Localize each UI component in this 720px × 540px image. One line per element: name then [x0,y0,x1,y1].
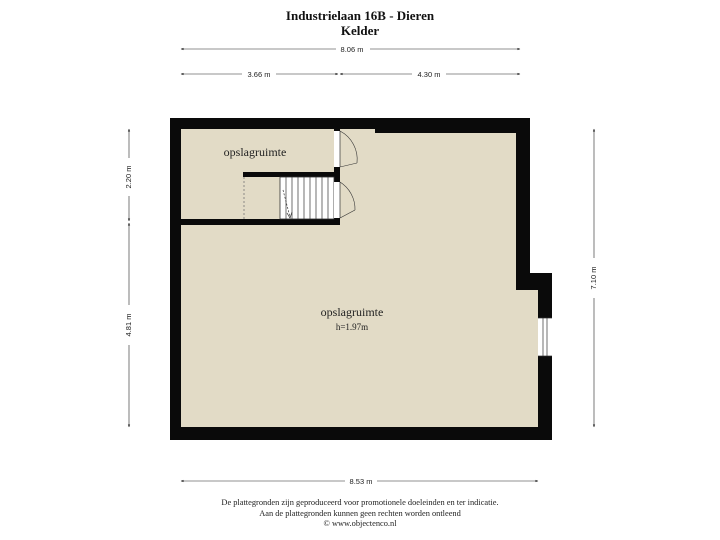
small-storage-label: opslagruimte [223,145,287,159]
dim-left-lower-label: 4.81 m [124,313,133,337]
dim-top-total-label: 8.06 m [340,45,364,54]
disclaimer [0,498,720,530]
floor-area [181,129,538,427]
plan-title: Industrielaan 16B - Dieren [285,8,435,23]
window-right [538,318,552,356]
dimension-left-upper [124,129,133,221]
dimension-right-total [589,129,598,427]
staircase [280,177,334,219]
dim-top-left-label: 3.66 m [247,70,271,79]
dim-top-right-label: 4.30 m [417,70,441,79]
main-storage-height: h=1.97m [335,322,369,332]
dim-right-total-label: 7.10 m [589,266,598,290]
dim-left-upper-label: 2.20 m [124,165,133,189]
dimension-top-right [340,70,520,79]
dimension-bottom-total [181,477,538,486]
dimension-top-left [181,70,338,79]
copyright-link[interactable]: © www.objectenco.nl [323,519,397,529]
disclaimer-line-2: Aan de plattegronden kunnen geen rechten worden ontleend [259,508,461,518]
dim-bottom-total-label: 8.53 m [349,477,373,486]
stair-top-wall [243,172,339,177]
dimension-left-lower [124,223,133,427]
interior-wall-horizontal [181,219,339,225]
dimension-top-total [181,45,520,54]
main-storage-label: opslagruimte [320,305,384,319]
disclaimer-line-1: De plattegronden zijn geproduceerd voor promotionele doeleinden en ter indicatie. [221,498,499,507]
floor-name: Kelder [340,23,380,38]
